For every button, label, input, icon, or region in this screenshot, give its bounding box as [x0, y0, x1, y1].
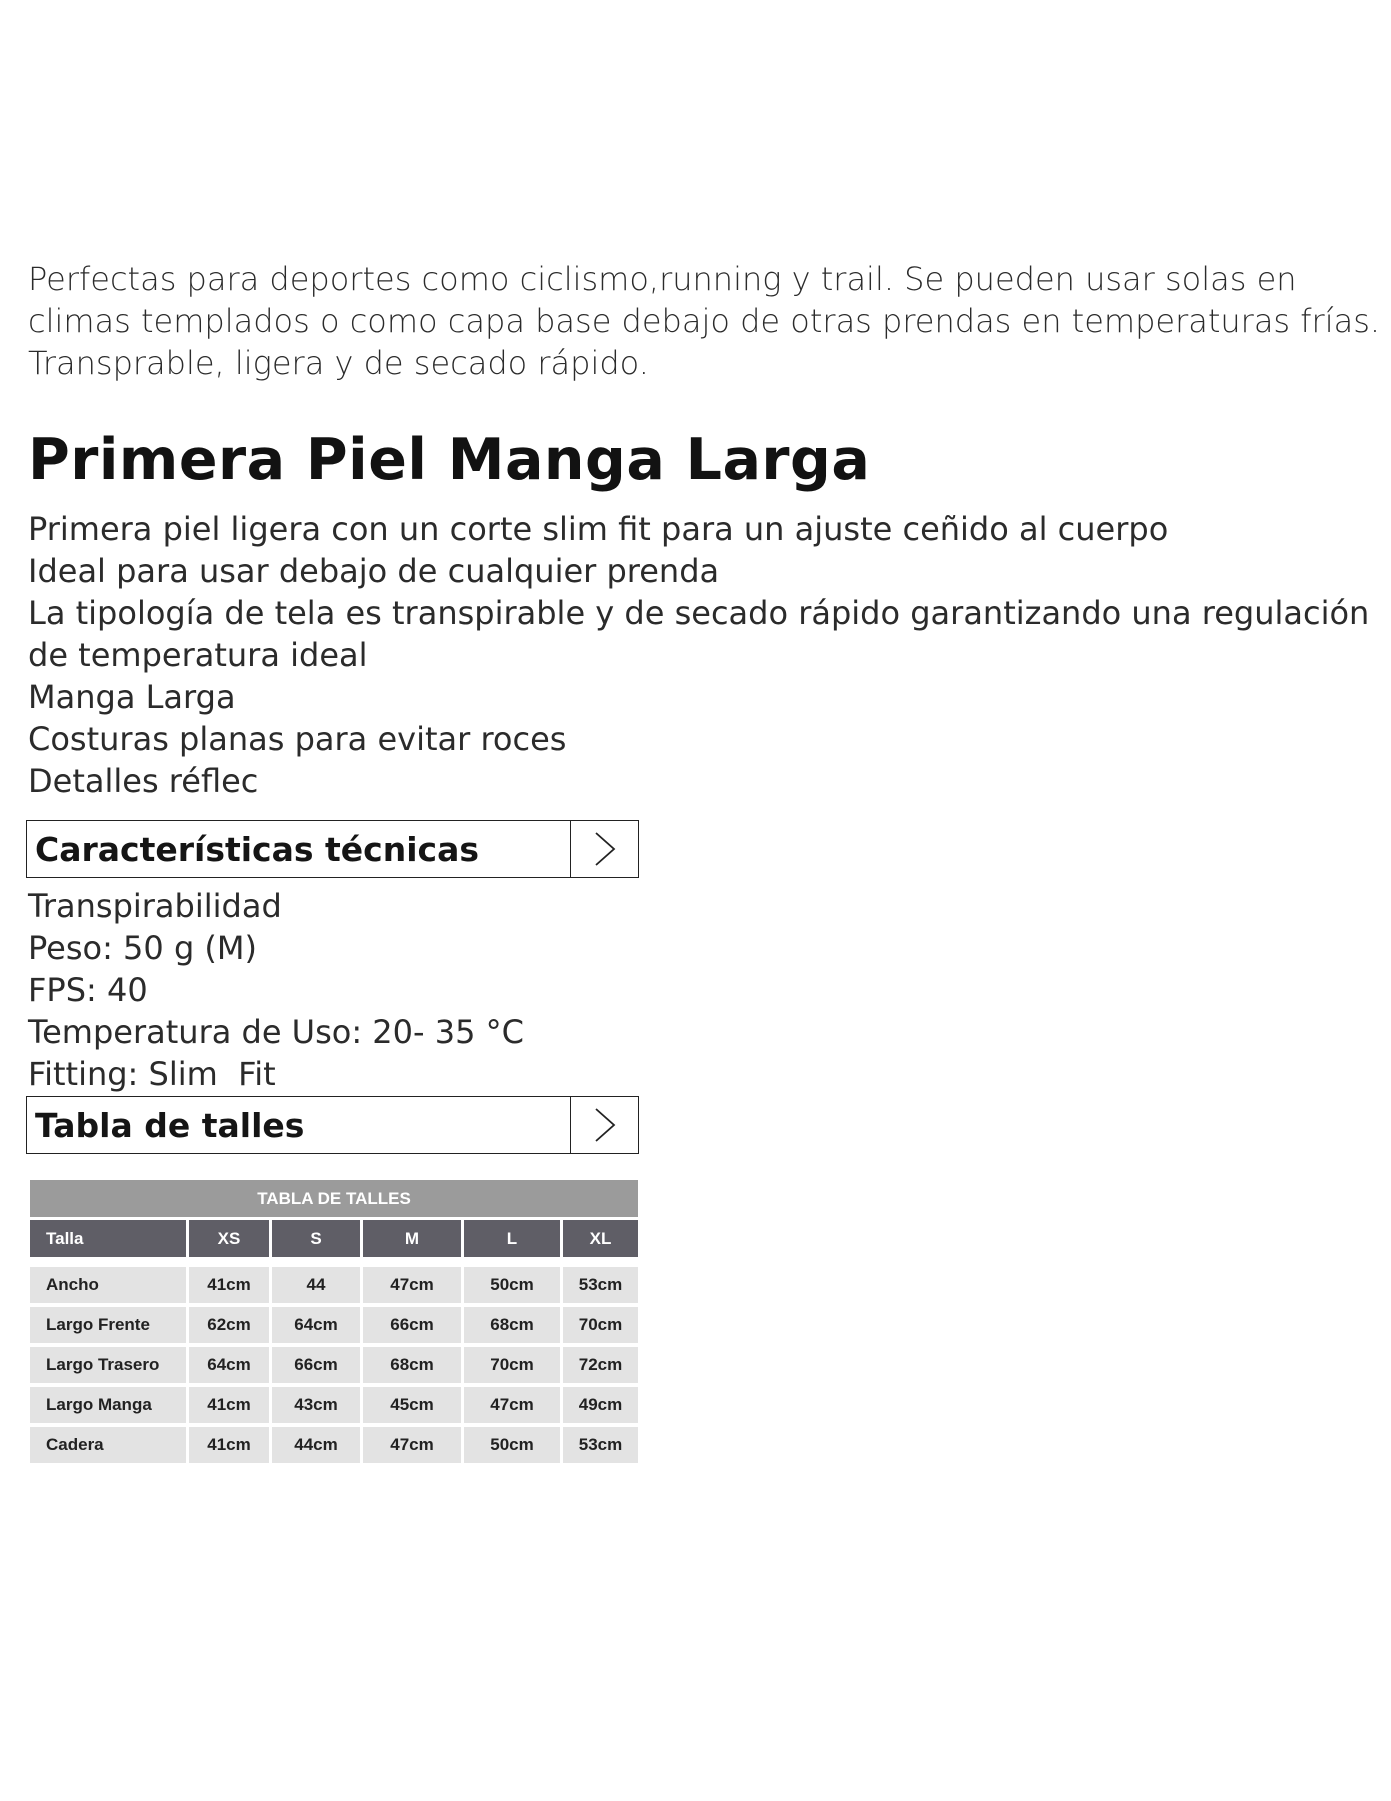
table-row	[30, 1307, 638, 1347]
size-chart-accordion[interactable]	[26, 1096, 639, 1154]
row-label: Largo Manga	[30, 1387, 189, 1427]
feature-item: de temperatura ideal	[28, 636, 368, 674]
size-table-caption: TABLA DE TALLES	[30, 1180, 638, 1220]
size-chart-label: Tabla de talles	[35, 1105, 305, 1145]
table-cell: 47cm	[363, 1427, 464, 1467]
table-row	[30, 1347, 638, 1387]
table-cell: 41cm	[189, 1387, 272, 1427]
chevron-right-icon	[592, 830, 618, 868]
table-cell: 70cm	[464, 1347, 563, 1387]
intro-line: Transprable, ligera y de secado rápido.	[28, 344, 649, 382]
row-label: Cadera	[30, 1427, 189, 1467]
header-cell: M	[363, 1220, 464, 1257]
feature-item: Costuras planas para evitar roces	[28, 720, 567, 758]
spacer-cell	[30, 1257, 638, 1267]
intro-paragraph	[28, 258, 1381, 384]
table-cell: 50cm	[464, 1267, 563, 1307]
feature-list	[28, 508, 1373, 802]
table-cell: 50cm	[464, 1427, 563, 1467]
table-cell: 41cm	[189, 1427, 272, 1467]
table-cell: 68cm	[363, 1347, 464, 1387]
table-row	[30, 1427, 638, 1467]
table-spacer	[30, 1257, 638, 1267]
row-label: Largo Trasero	[30, 1347, 189, 1387]
header-cell: L	[464, 1220, 563, 1257]
table-cell: 53cm	[563, 1267, 638, 1307]
table-cell: 44	[272, 1267, 363, 1307]
row-label: Ancho	[30, 1267, 189, 1307]
intro-line: climas templados o como capa base debajo de otras prendas en temperaturas frías.	[28, 302, 1381, 340]
table-cell: 45cm	[363, 1387, 464, 1427]
table-cell: 62cm	[189, 1307, 272, 1347]
row-label: Largo Frente	[30, 1307, 189, 1347]
spec-item: Peso: 50 g (M)	[28, 929, 257, 967]
table-cell: 41cm	[189, 1267, 272, 1307]
table-cell: 64cm	[189, 1347, 272, 1387]
table-cell: 44cm	[272, 1427, 363, 1467]
table-cell: 66cm	[363, 1307, 464, 1347]
table-cell: 68cm	[464, 1307, 563, 1347]
feature-item: La tipología de tela es transpirable y de secado rápido garantizando una regulación	[28, 594, 1370, 632]
header-cell: XS	[189, 1220, 272, 1257]
feature-item: Ideal para usar debajo de cualquier prenda	[28, 552, 720, 590]
table-row	[30, 1267, 638, 1307]
table-cell: 53cm	[563, 1427, 638, 1467]
size-table	[30, 1180, 638, 1467]
technical-features-label: Características técnicas	[35, 829, 480, 869]
header-cell: Talla	[30, 1220, 189, 1257]
technical-features-accordion[interactable]	[26, 820, 639, 878]
spec-item: Fitting: Slim Fit	[28, 1055, 276, 1093]
spec-item: FPS: 40	[28, 971, 148, 1009]
header-cell: XL	[563, 1220, 638, 1257]
size-chart-toggle[interactable]	[570, 1097, 638, 1153]
header-cell: S	[272, 1220, 363, 1257]
table-cell: 47cm	[464, 1387, 563, 1427]
table-cell: 49cm	[563, 1387, 638, 1427]
intro-line: Perfectas para deportes como ciclismo,running y trail. Se pueden usar solas en	[28, 260, 1297, 298]
feature-item: Primera piel ligera con un corte slim fit para un ajuste ceñido al cuerpo	[28, 510, 1169, 548]
feature-item: Detalles réflec	[28, 762, 259, 800]
chevron-right-icon	[592, 1106, 618, 1144]
technical-features-toggle[interactable]	[570, 821, 638, 877]
technical-specs-list	[28, 885, 524, 1095]
feature-item: Manga Larga	[28, 678, 236, 716]
spec-item: Temperatura de Uso: 20- 35 °C	[28, 1013, 524, 1051]
table-cell: 66cm	[272, 1347, 363, 1387]
size-table-header-row	[30, 1220, 638, 1257]
table-cell: 47cm	[363, 1267, 464, 1307]
spec-item: Transpirabilidad	[28, 887, 282, 925]
table-cell: 70cm	[563, 1307, 638, 1347]
table-row	[30, 1387, 638, 1427]
table-cell: 64cm	[272, 1307, 363, 1347]
product-title: Primera Piel Manga Larga	[28, 427, 871, 493]
table-cell: 72cm	[563, 1347, 638, 1387]
table-cell: 43cm	[272, 1387, 363, 1427]
